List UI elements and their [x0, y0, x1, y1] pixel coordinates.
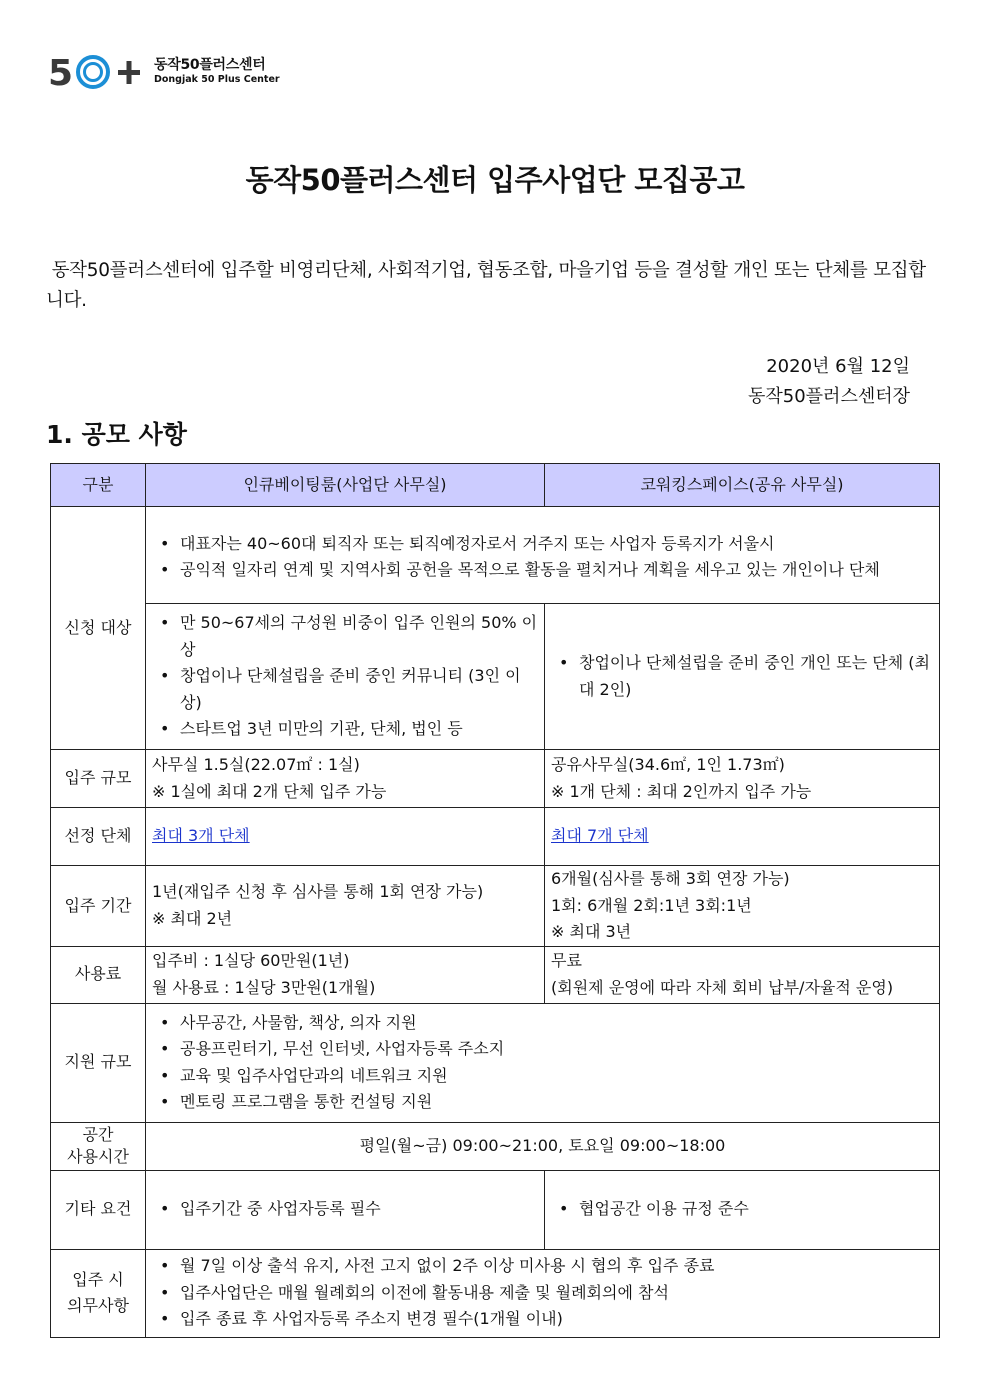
applicants-coworking-cell: [545, 604, 940, 750]
list-item: • 창업이나 단체설립을 준비 중인 커뮤니티 (3인 이상): [156, 663, 538, 716]
header-incubating: 인큐베이팅룸(사업단 사무실): [146, 464, 545, 507]
list-item: • 공용프린터기, 무선 인터넷, 사업자등록 주소지: [156, 1036, 933, 1063]
header-coworking: 코워킹스페이스(공유 사무실): [545, 464, 940, 507]
duty-label-line1: 입주 시: [72, 1269, 124, 1289]
row-label-scale: 입주 규모: [51, 750, 146, 808]
period-coworking-note: ※ 최대 3년: [551, 922, 632, 941]
row-label-period: 입주 기간: [51, 866, 146, 947]
svg-text:5: 5: [48, 53, 74, 94]
list-item: • 입주기간 중 사업자등록 필수: [156, 1196, 538, 1223]
list-item: • 창업이나 단체설립을 준비 중인 개인 또는 단체 (최대 2인): [555, 650, 933, 703]
logo-name-ko: 동작50플러스센터: [154, 57, 266, 73]
logo-name-en: Dongjak 50 Plus Center: [154, 74, 280, 85]
logo-mark-icon: [48, 50, 148, 94]
list-item: • 사무공간, 사물함, 책상, 의자 지원: [156, 1010, 933, 1037]
list-item: • 월 7일 이상 출석 유지, 사전 고지 없이 2주 이상 미사용 시 협의 후 입주 종료: [156, 1253, 933, 1280]
table-header-row: [51, 464, 940, 507]
row-label-applicants: 신청 대상: [51, 507, 146, 750]
duty-cell: [146, 1249, 940, 1337]
other-coworking-cell: [545, 1170, 940, 1249]
applicants-common-cell: [146, 507, 940, 604]
fee-coworking-note: (회원제 운영에 따라 자체 회비 납부/자율적 운영): [551, 977, 894, 997]
other-incubating-cell: [146, 1170, 545, 1249]
selection-incubating-cell: [146, 808, 545, 866]
table-row-support: [51, 1003, 940, 1122]
table-row-scale: [51, 750, 940, 808]
fee-coworking-value: 무료: [551, 951, 582, 970]
scale-incubating-cell: [146, 750, 545, 808]
list-item: • 멘토링 프로그램을 통한 컨설팅 지원: [156, 1089, 933, 1116]
applicants-incubating-cell: [146, 604, 545, 750]
selection-incubating-link[interactable]: 최대 3개 단체: [152, 826, 250, 846]
center-logo: [48, 50, 288, 94]
table-row-other: [51, 1170, 940, 1249]
table-row-hours: [51, 1122, 940, 1170]
row-label-support: 지원 규모: [51, 1003, 146, 1122]
hours-label-line1: 공간: [82, 1125, 114, 1144]
recruitment-table: [50, 463, 940, 1338]
list-item: • 교육 및 입주사업단과의 네트워크 지원: [156, 1063, 933, 1090]
section-title: 1. 공모 사항: [46, 420, 187, 449]
page-title: 동작50플러스센터 입주사업단 모집공고: [245, 163, 745, 197]
support-cell: [146, 1003, 940, 1122]
list-item: • 스타트업 3년 미만의 기관, 단체, 법인 등: [156, 716, 538, 743]
scale-coworking-line: 공유사무실(34.6㎡, 1인 1.73㎡): [551, 755, 785, 774]
fee-incubating-monthly: 월 사용료 : 1실당 3만원(1개월): [152, 977, 376, 997]
list-item: • 입주사업단은 매월 월례회의 이전에 활동내용 제출 및 월례회의에 참석: [156, 1280, 933, 1307]
issue-block: [700, 352, 910, 412]
header-category: 구분: [51, 464, 146, 507]
hours-value: 평일(월~금) 09:00~21:00, 토요일 09:00~18:00: [146, 1122, 940, 1170]
period-coworking-line: 6개월(심사를 통해 3회 연장 가능): [551, 869, 790, 888]
list-item: • 협업공간 이용 규정 준수: [555, 1196, 933, 1223]
table-row-period: [51, 866, 940, 947]
period-coworking-cell: [545, 866, 940, 947]
duty-label-line2: 의무사항: [67, 1296, 129, 1315]
fee-incubating-cell: [146, 946, 545, 1003]
selection-coworking-cell: [545, 808, 940, 866]
row-label-selection: 선정 단체: [51, 808, 146, 866]
row-label-fee: 사용료: [51, 946, 146, 1003]
scale-incubating-note: ※ 1실에 최대 2개 단체 입주 가능: [152, 781, 387, 801]
issue-date: 2020년 6월 12일: [766, 356, 910, 377]
intro-paragraph: [46, 256, 926, 316]
list-item: • 입주 종료 후 사업자등록 주소지 변경 필수(1개월 이내): [156, 1306, 933, 1333]
scale-coworking-cell: [545, 750, 940, 808]
intro-text: 동작50플러스센터에 입주할 비영리단체, 사회적기업, 협동조합, 마을기업 등을 결성할 개인 또는 단체를 모집합니다.: [46, 260, 926, 311]
scale-coworking-note: ※ 1개 단체 : 최대 2인까지 입주 가능: [551, 781, 812, 801]
table-row-fee: [51, 946, 940, 1003]
row-label-hours: [51, 1122, 146, 1170]
period-coworking-schedule: 1회: 6개월 2회:1년 3회:1년: [551, 895, 752, 915]
period-incubating-note: ※ 최대 2년: [152, 908, 233, 928]
table-row-applicants-detail: [51, 604, 940, 750]
table-row-selection: [51, 808, 940, 866]
row-label-duty: [51, 1249, 146, 1337]
hours-label-line2: 사용시간: [67, 1147, 129, 1166]
fee-incubating-entry: 입주비 : 1실당 60만원(1년): [152, 951, 350, 970]
list-item: • 만 50~67세의 구성원 비중이 입주 인원의 50% 이상: [156, 610, 538, 663]
list-item: • 대표자는 40~60대 퇴직자 또는 퇴직예정자로서 거주지 또는 사업자 등록지가 서울시: [156, 531, 933, 558]
period-incubating-line: 1년(재입주 신청 후 심사를 통해 1회 연장 가능): [152, 882, 484, 902]
period-incubating-cell: [146, 866, 545, 947]
list-item: • 공익적 일자리 연계 및 지역사회 공헌을 목적으로 활동을 펼치거나 계획을 세우고 있는 개인이나 단체: [156, 557, 933, 584]
fee-coworking-cell: [545, 946, 940, 1003]
scale-incubating-line: 사무실 1.5실(22.07㎡ : 1실): [152, 755, 360, 774]
table-row-duty: [51, 1249, 940, 1337]
row-label-other: 기타 요건: [51, 1170, 146, 1249]
table-row-applicants-common: [51, 507, 940, 604]
issuer-name: 동작50플러스센터장: [747, 386, 910, 407]
selection-coworking-link[interactable]: 최대 7개 단체: [551, 826, 649, 846]
